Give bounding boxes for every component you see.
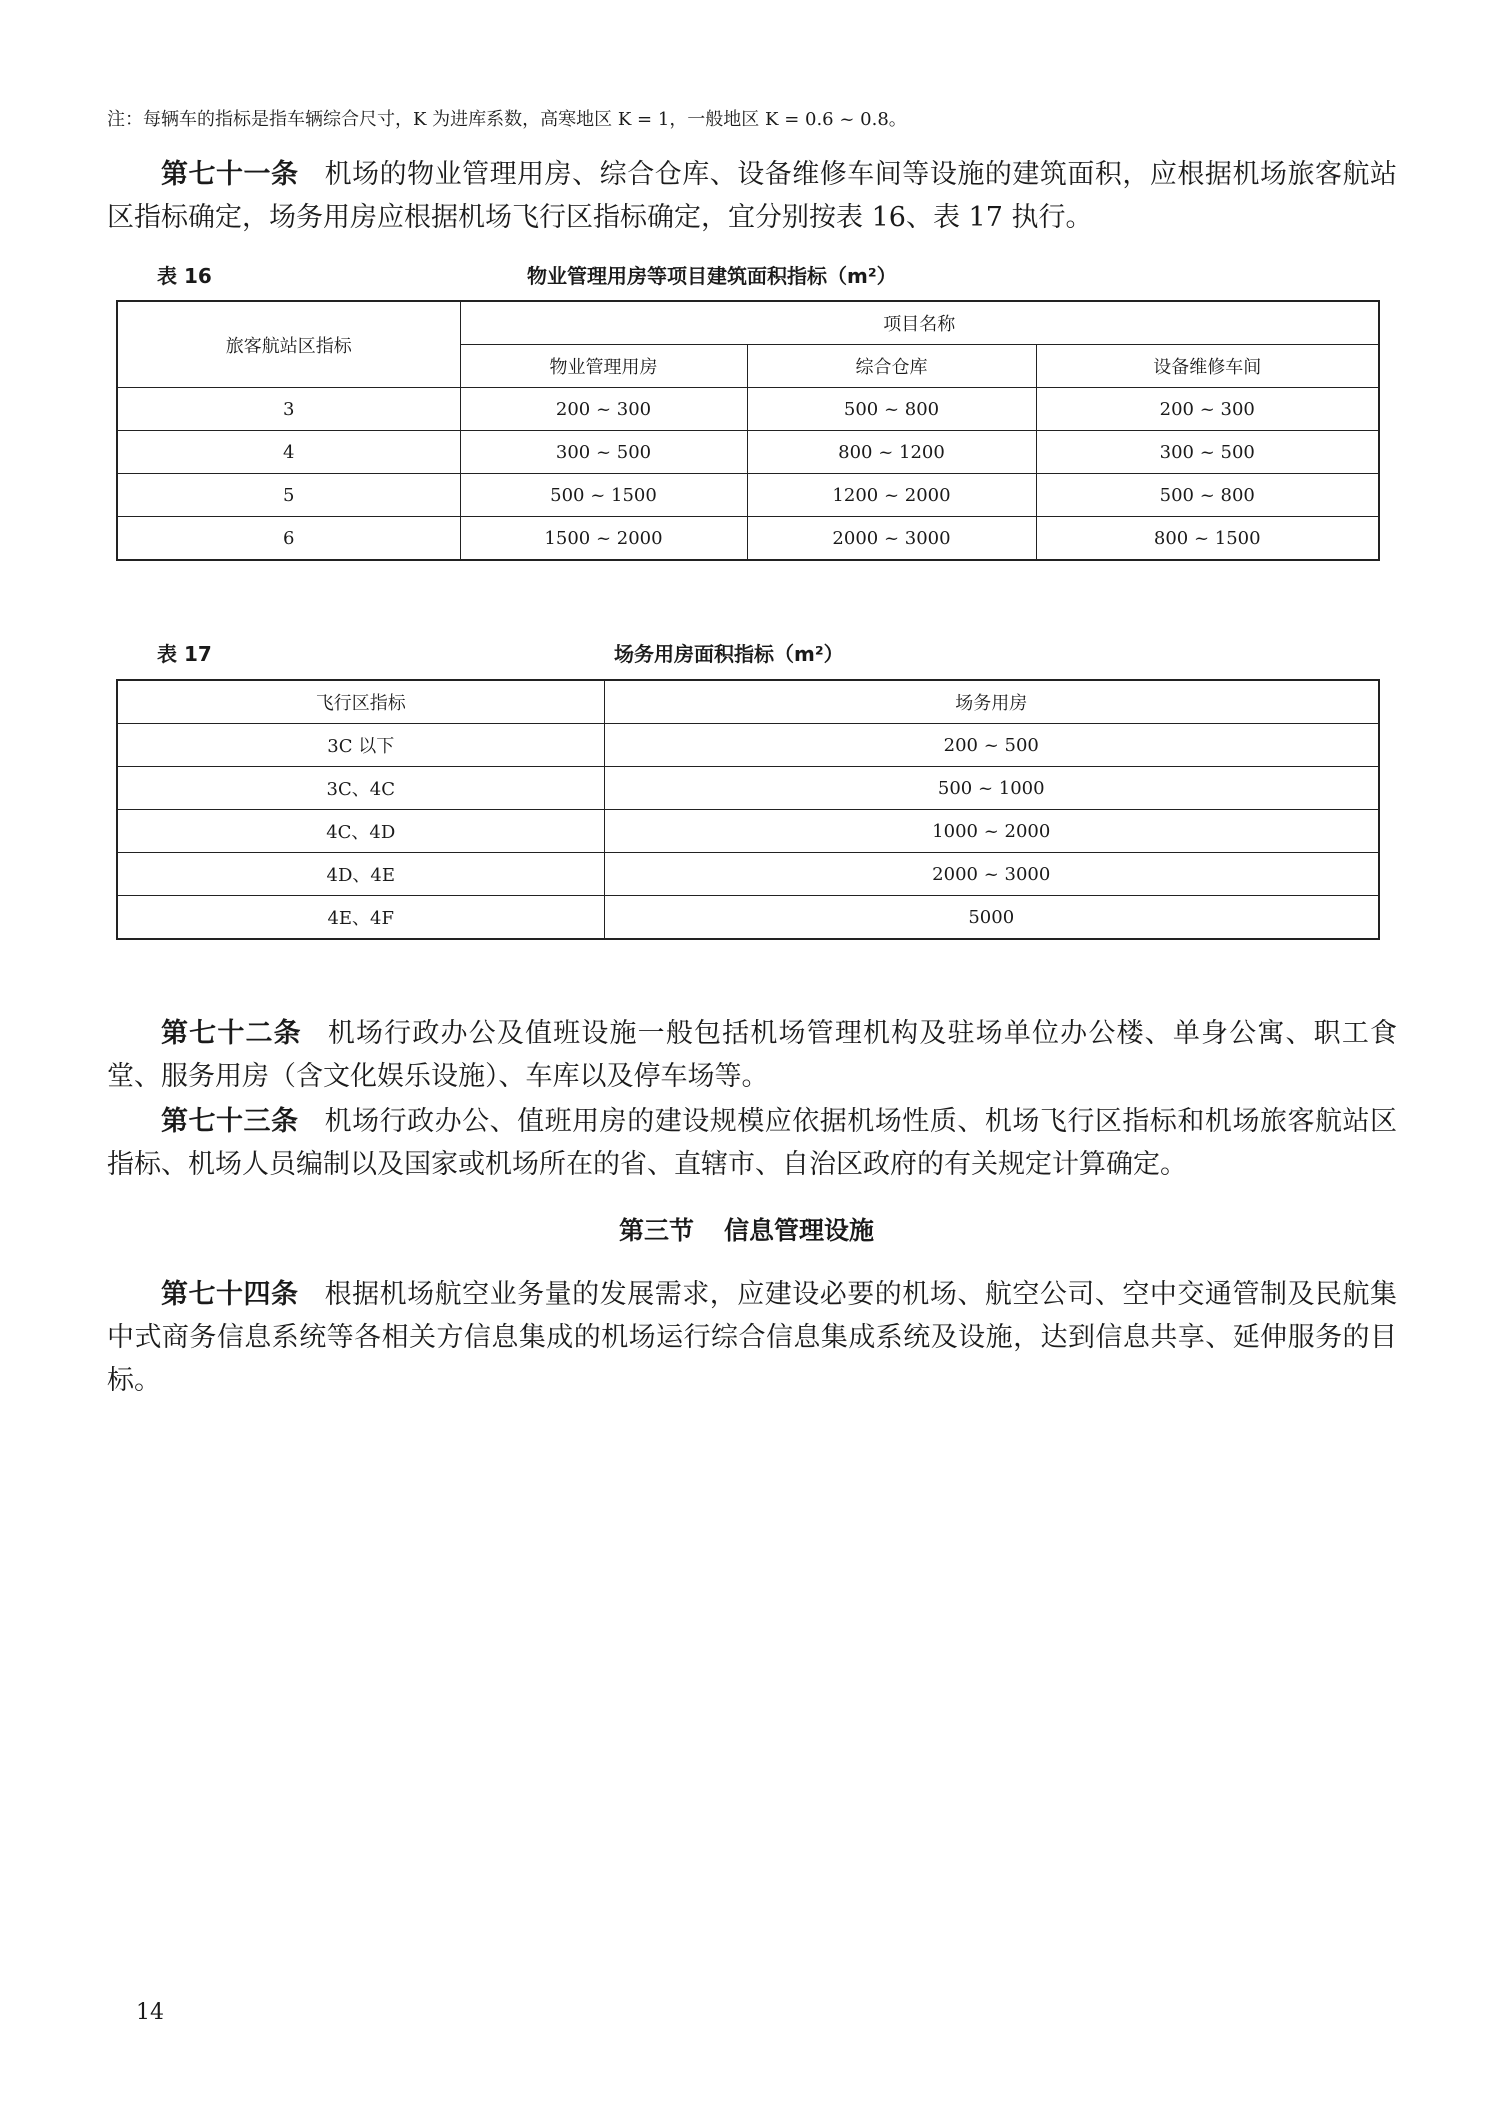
- table-cell: 200 ~ 500: [604, 724, 1379, 767]
- table-row: [117, 431, 1379, 474]
- table-cell: 4: [117, 431, 460, 474]
- article-73: [107, 1100, 1397, 1186]
- section-title: 信息管理设施: [724, 1216, 875, 1245]
- table-cell: 500 ~ 800: [747, 388, 1036, 431]
- table-footnote: 注：每辆车的指标是指车辆综合尺寸，K 为进库系数，高寒地区 K = 1，一般地区 K = 0.6 ~ 0.8。: [107, 109, 907, 130]
- article-73-label: 第七十三条: [161, 1106, 299, 1137]
- table-cell: 300 ~ 500: [460, 431, 747, 474]
- table-17-title: 场务用房面积指标（m²）: [614, 642, 844, 666]
- table-cell: 200 ~ 300: [1036, 388, 1379, 431]
- table-row: [117, 517, 1379, 561]
- table-row: [117, 896, 1379, 940]
- article-74: [107, 1273, 1397, 1402]
- table-cell: 5: [117, 474, 460, 517]
- article-72: [107, 1012, 1397, 1098]
- table-cell: 6: [117, 517, 460, 561]
- article-74-label: 第七十四条: [161, 1279, 299, 1310]
- table-cell: 2000 ~ 3000: [604, 853, 1379, 896]
- page-number: 14: [136, 2000, 164, 2025]
- table-cell: 800 ~ 1500: [1036, 517, 1379, 561]
- table-17-col-header: 飞行区指标: [117, 680, 604, 724]
- article-71-label: 第七十一条: [161, 159, 299, 190]
- table-cell: 4D、4E: [117, 853, 604, 896]
- table-row: [117, 474, 1379, 517]
- table-cell: 500 ~ 800: [1036, 474, 1379, 517]
- table-16-col-header: 物业管理用房: [460, 345, 747, 388]
- table-cell: 5000: [604, 896, 1379, 940]
- table-cell: 3: [117, 388, 460, 431]
- table-cell: 3C、4C: [117, 767, 604, 810]
- table-cell: 4E、4F: [117, 896, 604, 940]
- table-cell: 3C 以下: [117, 724, 604, 767]
- table-cell: 800 ~ 1200: [747, 431, 1036, 474]
- table-16-col-header: 综合仓库: [747, 345, 1036, 388]
- section-number: 第三节: [618, 1216, 694, 1245]
- table-cell: 1000 ~ 2000: [604, 810, 1379, 853]
- table-row: [117, 767, 1379, 810]
- table-16: [116, 300, 1380, 561]
- table-16-number: 表 16: [157, 264, 212, 288]
- table-row: [117, 853, 1379, 896]
- table-16-group-header: 项目名称: [460, 301, 1379, 345]
- table-cell: 1200 ~ 2000: [747, 474, 1036, 517]
- article-71: [107, 153, 1397, 239]
- table-17-col-header: 场务用房: [604, 680, 1379, 724]
- table-row: [117, 810, 1379, 853]
- table-cell: 500 ~ 1500: [460, 474, 747, 517]
- table-16-col-header: 设备维修车间: [1036, 345, 1379, 388]
- article-72-label: 第七十二条: [161, 1018, 302, 1049]
- table-cell: 300 ~ 500: [1036, 431, 1379, 474]
- article-73-text: 机场行政办公、值班用房的建设规模应依据机场性质、机场飞行区指标和机场旅客航站区指标、机场人员编制以及国家或机场所在的省、直辖市、自治区政府的有关规定计算确定。: [107, 1106, 1398, 1180]
- table-16-row-header: 旅客航站区指标: [117, 301, 460, 388]
- article-71-text: 机场的物业管理用房、综合仓库、设备维修车间等设施的建筑面积，应根据机场旅客航站区指标确定，场务用房应根据机场飞行区指标确定，宜分别按表 16、表 17 执行。: [107, 159, 1398, 233]
- table-17-number: 表 17: [157, 642, 212, 666]
- table-row: [117, 388, 1379, 431]
- section-heading: [0, 1213, 1493, 1249]
- table-cell: 2000 ~ 3000: [747, 517, 1036, 561]
- table-17: [116, 679, 1380, 940]
- table-cell: 4C、4D: [117, 810, 604, 853]
- table-cell: 500 ~ 1000: [604, 767, 1379, 810]
- article-72-text: 机场行政办公及值班设施一般包括机场管理机构及驻场单位办公楼、单身公寓、职工食堂、服务用房（含文化娱乐设施）、车库以及停车场等。: [107, 1018, 1398, 1092]
- article-74-text: 根据机场航空业务量的发展需求，应建设必要的机场、航空公司、空中交通管制及民航集中式商务信息系统等各相关方信息集成的机场运行综合信息集成系统及设施，达到信息共享、延伸服务的目标。: [107, 1279, 1398, 1396]
- table-cell: 200 ~ 300: [460, 388, 747, 431]
- table-16-title: 物业管理用房等项目建筑面积指标（m²）: [527, 264, 897, 288]
- table-cell: 1500 ~ 2000: [460, 517, 747, 561]
- table-header-row: [117, 680, 1379, 724]
- table-row: [117, 724, 1379, 767]
